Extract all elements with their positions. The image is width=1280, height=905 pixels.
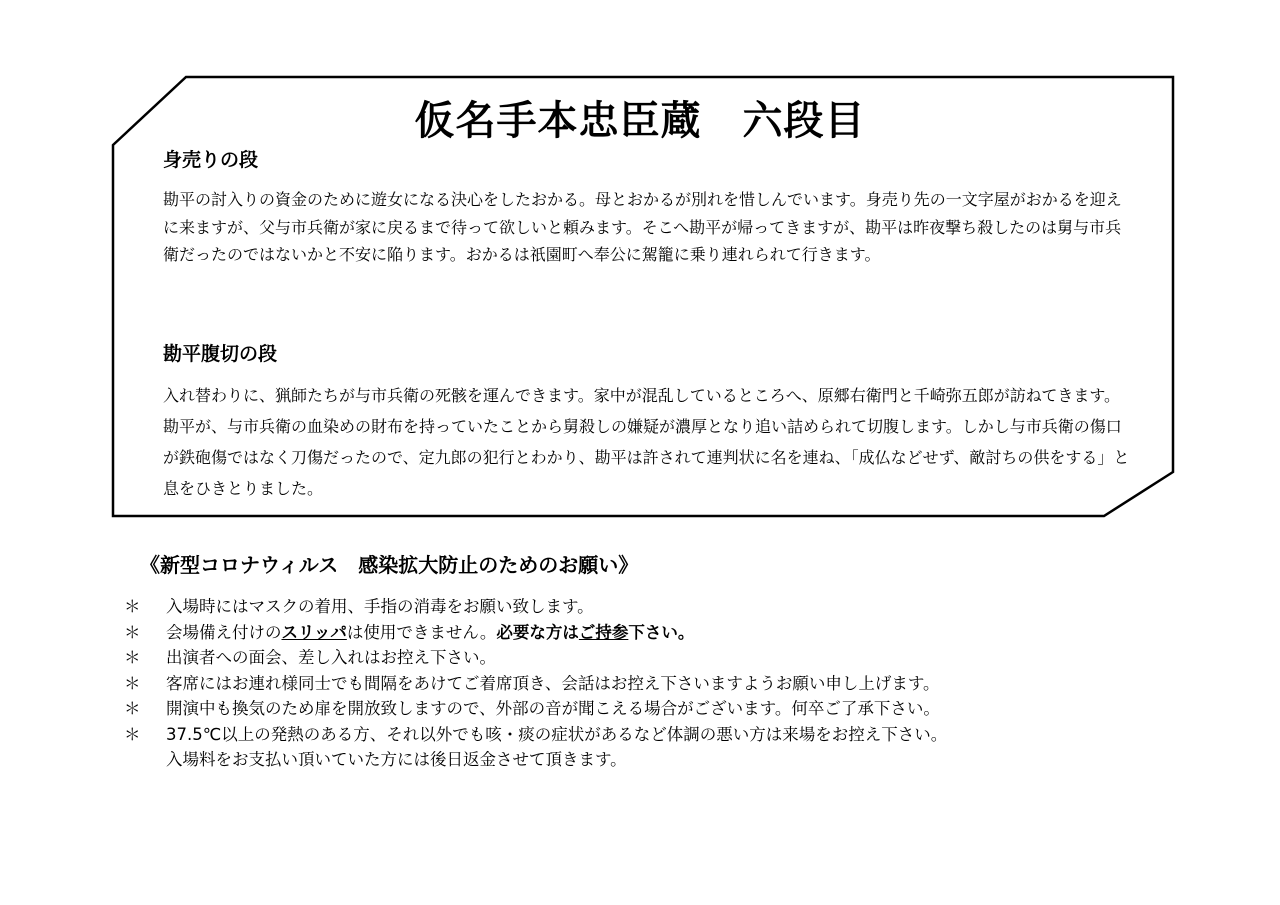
notice-item-emphasis: 下さい。 (628, 622, 695, 642)
notice-item-text: 会場備え付けの (166, 622, 282, 642)
notice-item-emphasis: 必要な方は (496, 622, 579, 642)
section-body-mi-uri: 勘平の討入りの資金のために遊女になる決心をしたおかる。母とおかるが別れを惜しんでいます。身売り先の一文字屋がおかるを迎えに来ますが、父与市兵衛が家に戻るまで待って欲しいと頼みます。そこへ勘平が帰ってきますが、勘平は昨夜撃ち殺したのは舅与市兵衛だったのではないかと不安に陥ります。おかるは祇園町へ奉公に駕籠に乗り連れられて行きます。 (163, 190, 1122, 264)
notice-item-text: は使用できません。 (346, 622, 497, 642)
notice-item-text: 開演中も換気のため扉を開放致しますので、外部の音が聞こえる場合がございます。何卒ご了承下さい。 (166, 699, 940, 718)
asterisk-bullet-icon: ＊ (124, 673, 141, 693)
notice-item-text: 入場時にはマスクの着用、手指の消毒をお願い致します。 (166, 597, 594, 616)
section-heading-kanpei-harakiri: 勘平腹切の段 (163, 343, 278, 365)
notice-item-text: 出演者への面会、差し入れはお控え下さい。 (166, 648, 496, 667)
notice-item (124, 594, 1204, 620)
page-title: 仮名手本忠臣蔵 六段目 (414, 98, 866, 144)
notice-item-emphasis-bring-own: ご持参 (578, 622, 629, 642)
notice-list (124, 594, 1204, 773)
asterisk-bullet-icon: ＊ (124, 699, 141, 718)
notice-item (124, 696, 1204, 722)
notice-item-text: 入場料をお支払い頂いていた方には後日返金させて頂きます。 (166, 750, 627, 769)
asterisk-bullet-icon: ＊ (124, 622, 141, 642)
notice-title: 《新型コロナウィルス 感染拡大防止のためのお願い》 (140, 553, 639, 577)
notice-item (124, 620, 1204, 646)
asterisk-bullet-icon: ＊ (124, 597, 141, 616)
asterisk-bullet-icon: ＊ (124, 724, 141, 744)
section-heading-mi-uri: 身売りの段 (163, 149, 259, 171)
notice-item (124, 722, 1204, 773)
asterisk-bullet-icon: ＊ (124, 648, 141, 667)
notice-item (124, 645, 1204, 671)
notice-item-emphasis-slippers: スリッパ (281, 622, 347, 642)
notice-item (124, 671, 1204, 697)
notice-item-text: 37.5℃以上の発熱のある方、それ以外でも咳・痰の症状があるなど体調の悪い方は来場をお控え下さい。 (166, 724, 948, 744)
notice-item-text: 客席にはお連れ様同士でも間隔をあけてご着席頂き、会話はお控え下さいますようお願い申し上げます。 (166, 673, 940, 693)
section-body-kanpei-harakiri: 入れ替わりに、猟師たちが与市兵衛の死骸を運んできます。家中が混乱しているところへ、原郷右衛門と千崎弥五郎が訪ねてきます。勘平が、与市兵衛の血染めの財布を持っていたことから舅殺しの嫌疑が濃厚となり追い詰められて切腹します。しかし与市兵衛の傷口が鉄砲傷ではなく刀傷だったので、定九郎の犯行とわかり、勘平は許されて連判状に名を連ね、「成仏などせず、敵討ちの供をする」と息をひきとりました。 (163, 386, 1130, 498)
